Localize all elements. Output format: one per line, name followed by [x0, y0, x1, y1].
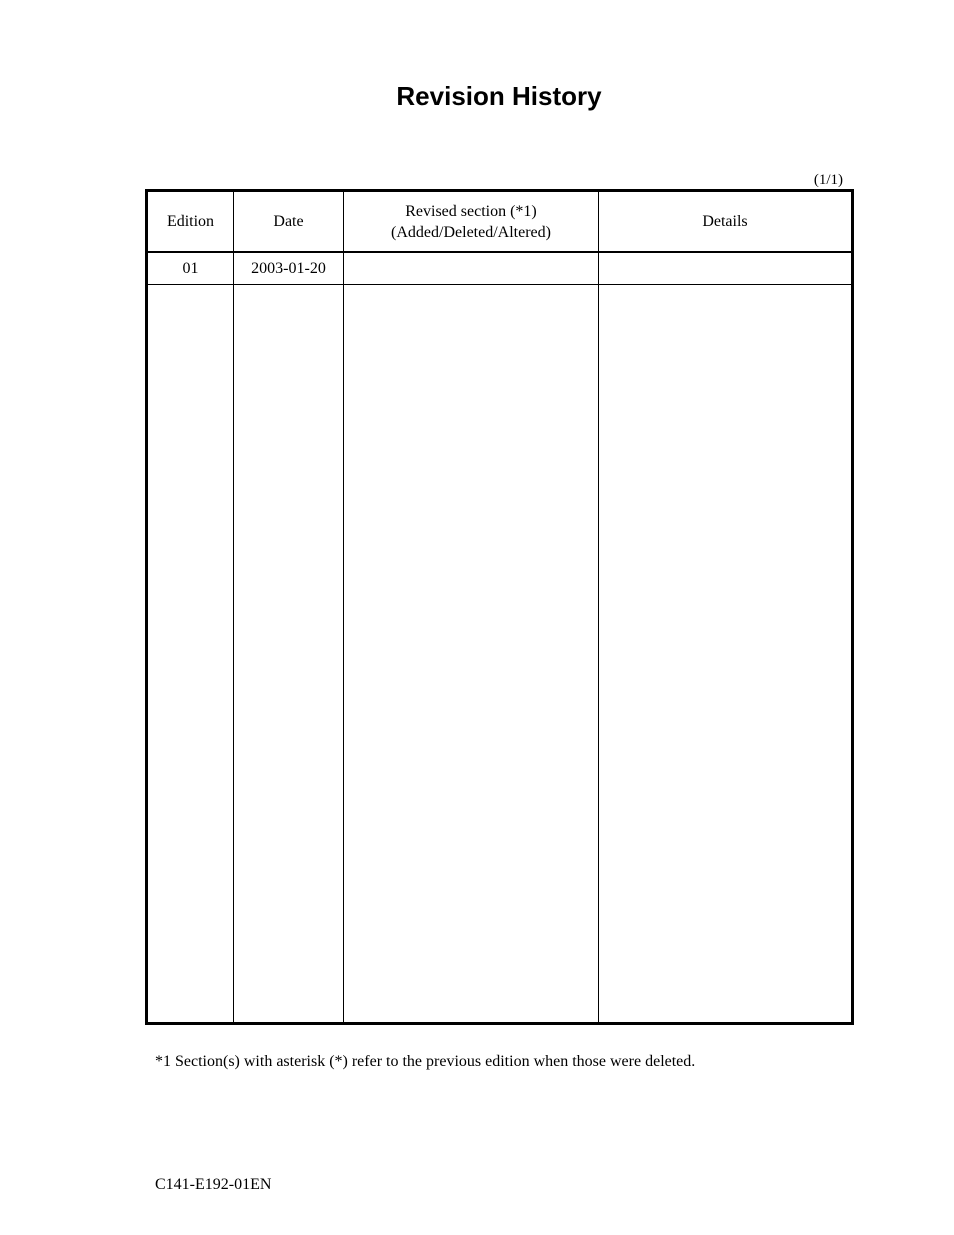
- cell-details: [599, 252, 853, 285]
- page-indicator: (1/1): [813, 172, 843, 188]
- header-revised-section: [344, 191, 599, 253]
- empty-cell: [234, 285, 344, 1024]
- empty-cell: [147, 285, 234, 1024]
- table-header-row: [147, 191, 853, 253]
- document-id: C141-E192-01EN: [155, 1176, 272, 1193]
- cell-edition: 01: [147, 252, 234, 285]
- header-revised-line2: (Added/Deleted/Altered): [391, 223, 551, 241]
- empty-cell: [599, 285, 853, 1024]
- empty-cell: [344, 285, 599, 1024]
- header-details: Details: [599, 191, 853, 253]
- table-row: [147, 252, 853, 285]
- page-title: Revision History: [396, 81, 602, 111]
- cell-revised-section: [344, 252, 599, 285]
- header-edition: Edition: [147, 191, 234, 253]
- header-date: Date: [234, 191, 344, 253]
- cell-date: 2003-01-20: [234, 252, 344, 285]
- revision-table: [145, 189, 854, 1025]
- table-empty-area: [147, 285, 853, 1024]
- footnote: *1 Section(s) with asterisk (*) refer to the previous edition when those were deleted.: [155, 1053, 696, 1070]
- header-revised-line1: Revised section (*1): [405, 202, 537, 220]
